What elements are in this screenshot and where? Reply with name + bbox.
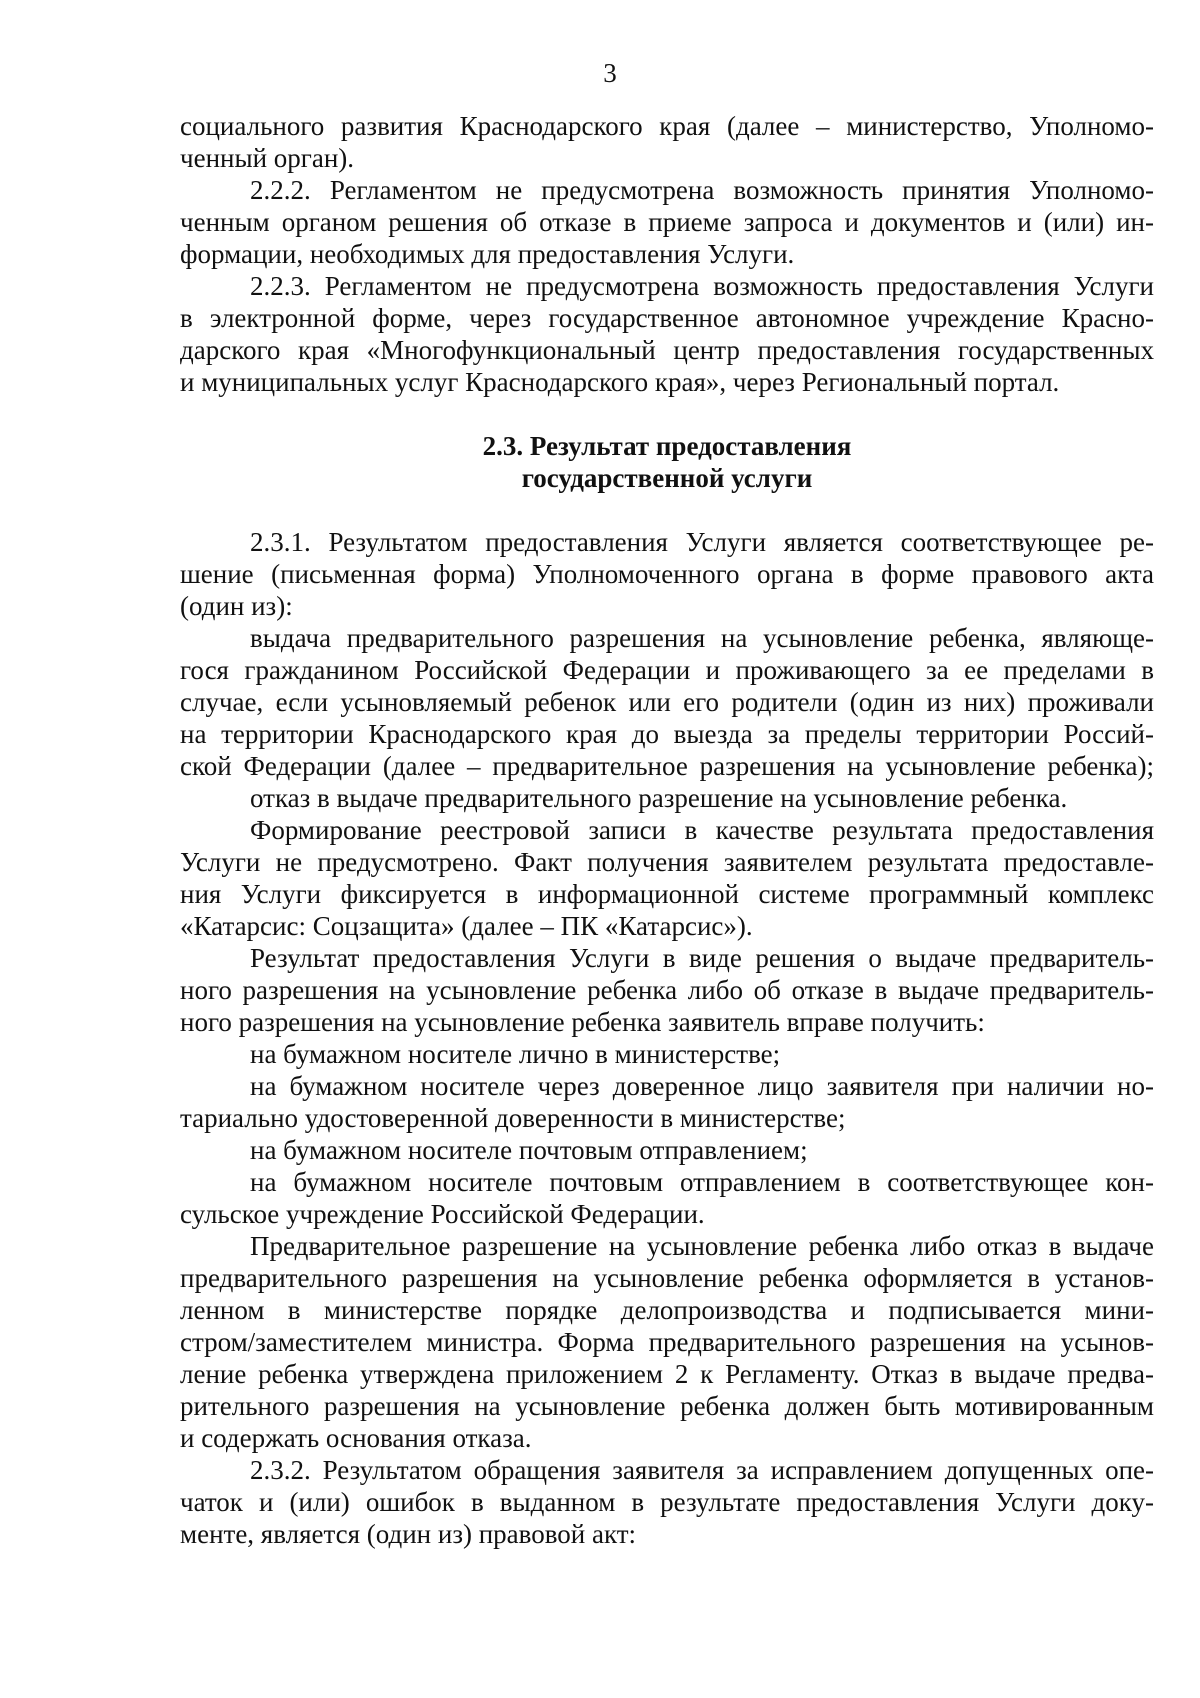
text-line: ного разрешения на усыновление ребенка либо об отказе в выдаче предваритель- bbox=[180, 975, 1154, 1005]
text-line: предварительного разрешения на усыновление ребенка оформляется в установ- bbox=[180, 1263, 1154, 1293]
text-line: ленном в министерстве порядке делопроизводства и подписывается мини- bbox=[180, 1295, 1154, 1325]
text-line: на территории Краснодарского края до выезда за пределы территории Россий- bbox=[180, 719, 1154, 749]
text-line: на бумажном носителе через доверенное лицо заявителя при наличии но- bbox=[250, 1071, 1154, 1101]
section-heading: государственной услуги bbox=[521, 463, 813, 493]
text-line: на бумажном носителе лично в министерстве; bbox=[250, 1039, 781, 1069]
text-line: 2.2.2. Регламентом не предусмотрена возможность принятия Уполномо- bbox=[250, 175, 1154, 205]
text-line: выдача предварительного разрешения на усыновление ребенка, являюще- bbox=[250, 623, 1154, 653]
text-line: в электронной форме, через государственное автономное учреждение Красно- bbox=[180, 303, 1154, 333]
text-line: сульское учреждение Российской Федерации. bbox=[180, 1199, 705, 1229]
section-heading: 2.3. Результат предоставления bbox=[482, 431, 852, 461]
text-line: рительного разрешения на усыновление ребенка должен быть мотивированным bbox=[180, 1391, 1154, 1421]
text-line: ния Услуги фиксируется в информационной системе программный комплекс bbox=[180, 879, 1154, 909]
text-line: «Катарсис: Соцзащита» (далее – ПК «Катарсис»). bbox=[180, 911, 753, 941]
text-line: Формирование реестровой записи в качестве результата предоставления bbox=[250, 815, 1154, 845]
text-line: и муниципальных услуг Краснодарского края», через Региональный портал. bbox=[180, 367, 1060, 397]
text-line: менте, является (один из) правовой акт: bbox=[180, 1519, 637, 1549]
text-line: чаток и (или) ошибок в выданном в результате предоставления Услуги доку- bbox=[180, 1487, 1154, 1517]
text-line: тариально удостоверенной доверенности в министерстве; bbox=[180, 1103, 846, 1133]
text-line: Предварительное разрешение на усыновление ребенка либо отказ в выдаче bbox=[250, 1231, 1154, 1261]
text-line: на бумажном носителе почтовым отправлением в соответствующее кон- bbox=[250, 1167, 1154, 1197]
text-line: ской Федерации (далее – предварительное разрешения на усыновление ребенка); bbox=[180, 751, 1154, 781]
text-line: ление ребенка утверждена приложением 2 к Регламенту. Отказ в выдаче предва- bbox=[180, 1359, 1154, 1389]
text-line: Услуги не предусмотрено. Факт получения заявителем результата предоставле- bbox=[180, 847, 1154, 877]
text-line: шение (письменная форма) Уполномоченного органа в форме правового акта bbox=[180, 559, 1154, 589]
text-line: ченным органом решения об отказе в приеме запроса и документов и (или) ин- bbox=[180, 207, 1154, 237]
text-line: стром/заместителем министра. Форма предварительного разрешения на усынов- bbox=[180, 1327, 1154, 1357]
text-line: Результат предоставления Услуги в виде решения о выдаче предваритель- bbox=[250, 943, 1154, 973]
text-line: на бумажном носителе почтовым отправлением; bbox=[250, 1135, 808, 1165]
text-line: 2.3.2. Результатом обращения заявителя за исправлением допущенных опе- bbox=[250, 1455, 1154, 1485]
text-line: гося гражданином Российской Федерации и проживающего за ее пределами в bbox=[180, 655, 1154, 685]
page-number: 3 bbox=[603, 58, 617, 88]
text-line: 2.3.1. Результатом предоставления Услуги является соответствующее ре- bbox=[250, 527, 1154, 557]
text-line: ченный орган). bbox=[180, 143, 355, 173]
text-line: 2.2.3. Регламентом не предусмотрена возможность предоставления Услуги bbox=[250, 271, 1154, 301]
text-line: ного разрешения на усыновление ребенка заявитель вправе получить: bbox=[180, 1007, 985, 1037]
text-line: случае, если усыновляемый ребенок или его родители (один из них) проживали bbox=[180, 687, 1154, 717]
text-line: отказ в выдаче предварительного разрешение на усыновление ребенка. bbox=[250, 783, 1068, 813]
text-line: социального развития Краснодарского края (далее – министерство, Уполномо- bbox=[180, 111, 1154, 141]
text-line: дарского края «Многофункциональный центр предоставления государственных bbox=[180, 335, 1154, 365]
text-line: и содержать основания отказа. bbox=[180, 1423, 532, 1453]
text-line: формации, необходимых для предоставления Услуги. bbox=[180, 239, 795, 269]
text-line: (один из): bbox=[180, 591, 293, 621]
